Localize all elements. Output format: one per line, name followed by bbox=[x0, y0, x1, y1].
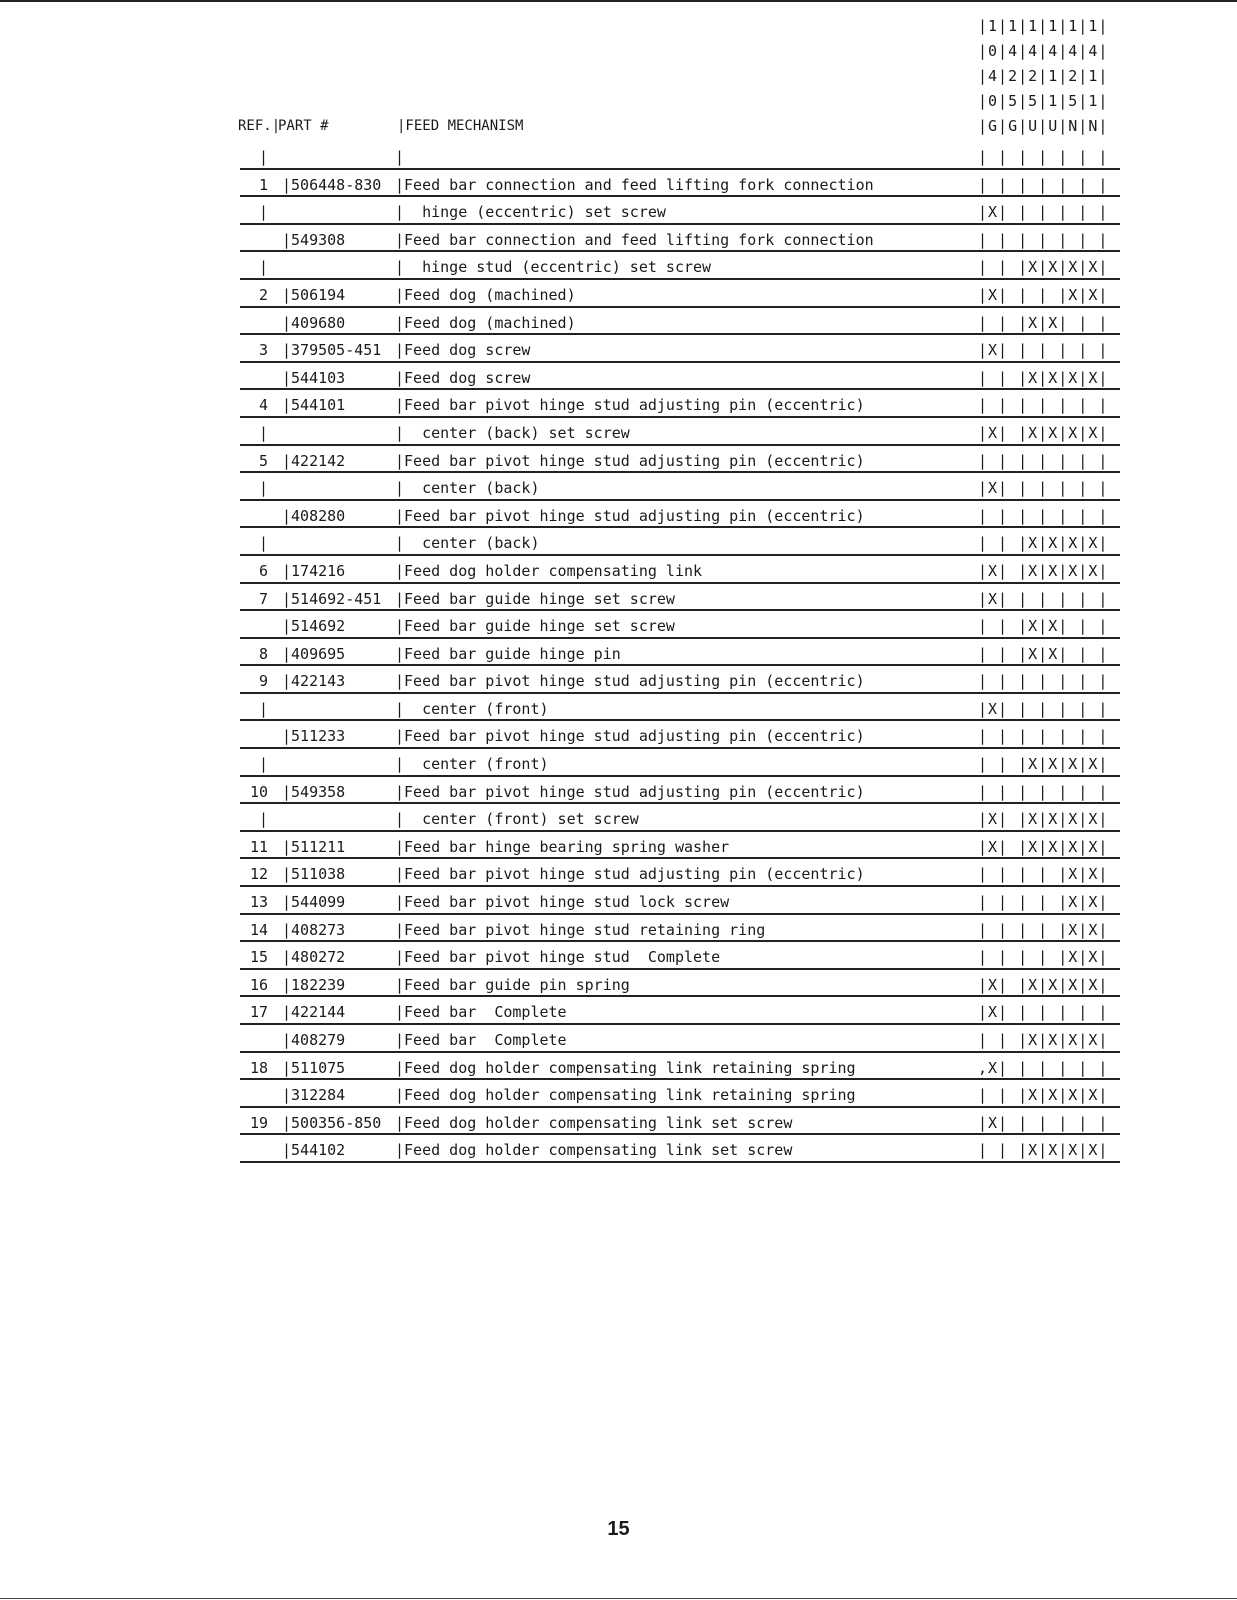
part-number-cell: |409695 bbox=[282, 644, 346, 663]
feed-mechanism-column-header: |FEED MECHANISM bbox=[397, 118, 524, 134]
description-cell: |Feed bar hinge bearing spring washer bbox=[395, 837, 730, 856]
part-number-cell: |511233 bbox=[282, 727, 346, 746]
model-marks-cell: | | | | |X|X| bbox=[978, 948, 1109, 967]
model-marks-cell: | | | | | | | bbox=[978, 230, 1109, 249]
description-cell: |Feed dog holder compensating link set screw bbox=[395, 1141, 793, 1160]
model-marks-cell: |X| |X|X|X|X| bbox=[978, 423, 1109, 442]
table-row bbox=[240, 1135, 1120, 1163]
ref-cell: 4 bbox=[258, 396, 268, 415]
part-number-cell: |506194 bbox=[282, 285, 346, 304]
part-number-cell: |544101 bbox=[282, 396, 346, 415]
description-cell: | center (front) bbox=[395, 699, 549, 718]
model-marks-cell: | | | | | | | bbox=[978, 782, 1109, 801]
part-number-cell: |514692 bbox=[282, 617, 346, 636]
description-cell: |Feed bar pivot hinge stud lock screw bbox=[395, 893, 730, 912]
ref-column-header: REF.| bbox=[238, 118, 281, 134]
ref-cell: 6 bbox=[258, 561, 268, 580]
part-number-cell: |544102 bbox=[282, 1141, 346, 1160]
model-marks-cell: |X| |X|X|X|X| bbox=[978, 561, 1109, 580]
table-row bbox=[240, 308, 1120, 336]
description-cell: |Feed bar pivot hinge stud adjusting pin (eccentric) bbox=[395, 672, 865, 691]
table-row bbox=[240, 942, 1120, 970]
description-cell: |Feed bar guide hinge pin bbox=[395, 644, 621, 663]
table-row bbox=[240, 363, 1120, 391]
ref-cell: 3 bbox=[258, 341, 268, 360]
ref-cell: | bbox=[258, 148, 268, 166]
part-number-cell: |480272 bbox=[282, 948, 346, 967]
part-number-cell: |514692-451 bbox=[282, 589, 382, 608]
ref-cell: | bbox=[258, 258, 268, 277]
table-row bbox=[240, 970, 1120, 998]
model-code-line: |0|5|5|1|5|1| bbox=[978, 92, 1109, 110]
model-marks-cell: |X| | | | | | bbox=[978, 203, 1109, 222]
model-marks-cell: | | |X|X| | | bbox=[978, 644, 1109, 663]
ref-cell: 5 bbox=[258, 451, 268, 470]
model-marks-cell: |X| |X|X|X|X| bbox=[978, 810, 1109, 829]
description-cell: |Feed dog holder compensating link retaining spring bbox=[395, 1058, 856, 1077]
part-number-cell: |422142 bbox=[282, 451, 346, 470]
description-cell: |Feed bar guide pin spring bbox=[395, 975, 630, 994]
ref-cell: | bbox=[258, 203, 268, 222]
description-cell: | hinge stud (eccentric) set screw bbox=[395, 258, 712, 277]
ref-cell: | bbox=[258, 423, 268, 442]
table-row bbox=[240, 252, 1120, 280]
part-number-cell: |511038 bbox=[282, 865, 346, 884]
model-marks-cell: |X| | | | | | bbox=[978, 1003, 1109, 1022]
part-number-cell: |511211 bbox=[282, 837, 346, 856]
model-marks-cell: | | | | | | | bbox=[978, 396, 1109, 415]
description-cell: | hinge (eccentric) set screw bbox=[395, 203, 666, 222]
part-number-cell: |549358 bbox=[282, 782, 346, 801]
table-row bbox=[240, 859, 1120, 887]
table-row bbox=[240, 611, 1120, 639]
model-marks-cell: | | | | | | | bbox=[978, 672, 1109, 691]
description-cell: |Feed bar pivot hinge stud adjusting pin (eccentric) bbox=[395, 396, 865, 415]
ref-cell: 9 bbox=[258, 672, 268, 691]
model-marks-cell: | | |X|X| | | bbox=[978, 617, 1109, 636]
table-row bbox=[240, 721, 1120, 749]
description-cell: |Feed bar Complete bbox=[395, 1003, 567, 1022]
ref-cell: | bbox=[258, 755, 268, 774]
table-row bbox=[240, 915, 1120, 943]
part-number-cell: |511075 bbox=[282, 1058, 346, 1077]
ref-cell: 15 bbox=[249, 948, 268, 967]
ref-cell: 18 bbox=[249, 1058, 268, 1077]
table-row bbox=[240, 280, 1120, 308]
description-cell: |Feed bar pivot hinge stud adjusting pin (eccentric) bbox=[395, 865, 865, 884]
part-number-cell: |422144 bbox=[282, 1003, 346, 1022]
model-marks-cell: | | | | |X|X| bbox=[978, 865, 1109, 884]
model-marks-cell: | | |X|X|X|X| bbox=[978, 755, 1109, 774]
description-cell: | bbox=[395, 148, 405, 166]
model-marks-cell: |X| | | | | | bbox=[978, 1113, 1109, 1132]
table-row bbox=[240, 1025, 1120, 1053]
table-row bbox=[240, 777, 1120, 805]
model-marks-cell: | | | | | | | bbox=[978, 148, 1109, 166]
ref-cell: 11 bbox=[249, 837, 268, 856]
part-number-cell: |408273 bbox=[282, 920, 346, 939]
table-row bbox=[240, 556, 1120, 584]
model-marks-cell: |X| | | | | | bbox=[978, 589, 1109, 608]
model-marks-cell: | | |X|X|X|X| bbox=[978, 1031, 1109, 1049]
model-marks-cell: | | |X|X| | | bbox=[978, 313, 1109, 332]
part-number-cell: |408280 bbox=[282, 506, 346, 525]
ref-cell: 14 bbox=[249, 920, 268, 939]
description-cell: |Feed bar Complete bbox=[395, 1031, 567, 1049]
description-cell: |Feed dog holder compensating link set screw bbox=[395, 1113, 793, 1132]
table-row bbox=[240, 749, 1120, 777]
table-row bbox=[240, 694, 1120, 722]
description-cell: |Feed bar pivot hinge stud Complete bbox=[395, 948, 721, 967]
ref-cell: 7 bbox=[258, 589, 268, 608]
table-row bbox=[240, 142, 1120, 170]
table-row bbox=[240, 335, 1120, 363]
ref-cell: 17 bbox=[249, 1003, 268, 1022]
description-cell: |Feed bar guide hinge set screw bbox=[395, 617, 675, 636]
description-cell: |Feed bar connection and feed lifting fork connection bbox=[395, 230, 874, 249]
ref-cell: | bbox=[258, 810, 268, 829]
model-marks-cell: |X| | | | | | bbox=[978, 699, 1109, 718]
part-number-cell: |182239 bbox=[282, 975, 346, 994]
ref-cell: | bbox=[258, 479, 268, 498]
model-marks-cell: | | |X|X|X|X| bbox=[978, 1086, 1109, 1105]
description-cell: |Feed dog holder compensating link bbox=[395, 561, 703, 580]
description-cell: | center (front) set screw bbox=[395, 810, 639, 829]
part-number-cell: |422143 bbox=[282, 672, 346, 691]
description-cell: | center (back) bbox=[395, 479, 540, 498]
model-marks-cell: |X| | | | | | bbox=[978, 479, 1109, 498]
table-row bbox=[240, 225, 1120, 253]
table-row bbox=[240, 997, 1120, 1025]
ref-cell: 10 bbox=[249, 782, 268, 801]
ref-cell: | bbox=[258, 699, 268, 718]
table-row bbox=[240, 1053, 1120, 1081]
description-cell: |Feed dog screw bbox=[395, 368, 531, 387]
description-cell: | center (front) bbox=[395, 755, 549, 774]
description-cell: |Feed bar pivot hinge stud adjusting pin (eccentric) bbox=[395, 451, 865, 470]
model-marks-cell: | | | | |X|X| bbox=[978, 920, 1109, 939]
table-row bbox=[240, 1108, 1120, 1136]
table-row bbox=[240, 666, 1120, 694]
description-cell: |Feed bar pivot hinge stud adjusting pin (eccentric) bbox=[395, 506, 865, 525]
description-cell: | center (back) set screw bbox=[395, 423, 630, 442]
bottom-border-rule bbox=[0, 1598, 1237, 1599]
description-cell: |Feed bar pivot hinge stud adjusting pin (eccentric) bbox=[395, 727, 865, 746]
table-row bbox=[240, 1080, 1120, 1108]
ref-cell: 19 bbox=[249, 1113, 268, 1132]
description-cell: | center (back) bbox=[395, 534, 540, 553]
part-number-cell: |544099 bbox=[282, 893, 346, 912]
page-number: 15 bbox=[607, 1518, 630, 1540]
description-cell: |Feed bar guide hinge set screw bbox=[395, 589, 675, 608]
table-row bbox=[240, 390, 1120, 418]
part-number-cell: |312284 bbox=[282, 1086, 346, 1105]
table-row bbox=[240, 418, 1120, 446]
part-number-cell: |408279 bbox=[282, 1031, 346, 1049]
description-cell: |Feed dog screw bbox=[395, 341, 531, 360]
ref-cell: | bbox=[258, 534, 268, 553]
parts-table bbox=[240, 142, 1120, 1163]
part-number-cell: |174216 bbox=[282, 561, 346, 580]
table-row bbox=[240, 473, 1120, 501]
model-marks-cell: | | | | | | | bbox=[978, 506, 1109, 525]
ref-cell: 2 bbox=[258, 285, 268, 304]
top-border-rule bbox=[0, 0, 1237, 2]
model-marks-cell: | | |X|X|X|X| bbox=[978, 368, 1109, 387]
table-row bbox=[240, 197, 1120, 225]
description-cell: |Feed dog (machined) bbox=[395, 313, 576, 332]
model-marks-cell: ,X| | | | | | bbox=[978, 1058, 1109, 1077]
part-number-cell: |549308 bbox=[282, 230, 346, 249]
table-row bbox=[240, 170, 1120, 198]
description-cell: |Feed bar pivot hinge stud adjusting pin (eccentric) bbox=[395, 782, 865, 801]
part-number-column-header: PART # bbox=[278, 118, 329, 134]
table-row bbox=[240, 584, 1120, 612]
part-number-cell: |409680 bbox=[282, 313, 346, 332]
table-row bbox=[240, 639, 1120, 667]
model-marks-cell: |X| |X|X|X|X| bbox=[978, 975, 1109, 994]
model-marks-cell: | | |X|X|X|X| bbox=[978, 258, 1109, 277]
model-marks-cell: | | |X|X|X|X| bbox=[978, 534, 1109, 553]
description-cell: |Feed dog (machined) bbox=[395, 285, 576, 304]
ref-cell: 12 bbox=[249, 865, 268, 884]
part-number-cell: |506448-830 bbox=[282, 175, 382, 194]
ref-cell: 16 bbox=[249, 975, 268, 994]
model-marks-cell: | | | | | | | bbox=[978, 451, 1109, 470]
model-marks-cell: | | |X|X|X|X| bbox=[978, 1141, 1109, 1160]
model-codes-column-header: |G|G|U|U|N|N| bbox=[978, 117, 1109, 135]
table-row bbox=[240, 528, 1120, 556]
part-number-cell: |500356-850 bbox=[282, 1113, 382, 1132]
table-row bbox=[240, 887, 1120, 915]
model-code-line: |0|4|4|4|4|4| bbox=[978, 42, 1109, 60]
model-marks-cell: | | | | | | | bbox=[978, 727, 1109, 746]
model-marks-cell: |X| | | | | | bbox=[978, 341, 1109, 360]
part-number-cell: |379505-451 bbox=[282, 341, 382, 360]
table-row bbox=[240, 832, 1120, 860]
description-cell: |Feed dog holder compensating link retaining spring bbox=[395, 1086, 856, 1105]
description-cell: |Feed bar pivot hinge stud retaining ring bbox=[395, 920, 766, 939]
part-number-cell: |544103 bbox=[282, 368, 346, 387]
model-code-line: |1|1|1|1|1|1| bbox=[978, 17, 1109, 35]
model-marks-cell: |X| | | |X|X| bbox=[978, 285, 1109, 304]
table-row bbox=[240, 501, 1120, 529]
ref-cell: 1 bbox=[258, 175, 268, 194]
model-marks-cell: | | | | | | | bbox=[978, 175, 1109, 194]
model-code-line: |4|2|2|1|2|1| bbox=[978, 67, 1109, 85]
ref-cell: 8 bbox=[258, 644, 268, 663]
description-cell: |Feed bar connection and feed lifting fork connection bbox=[395, 175, 874, 194]
ref-cell: 13 bbox=[249, 893, 268, 912]
model-marks-cell: | | | | |X|X| bbox=[978, 893, 1109, 912]
table-row bbox=[240, 446, 1120, 474]
table-row bbox=[240, 804, 1120, 832]
model-code-header bbox=[978, 14, 1116, 114]
model-marks-cell: |X| |X|X|X|X| bbox=[978, 837, 1109, 856]
